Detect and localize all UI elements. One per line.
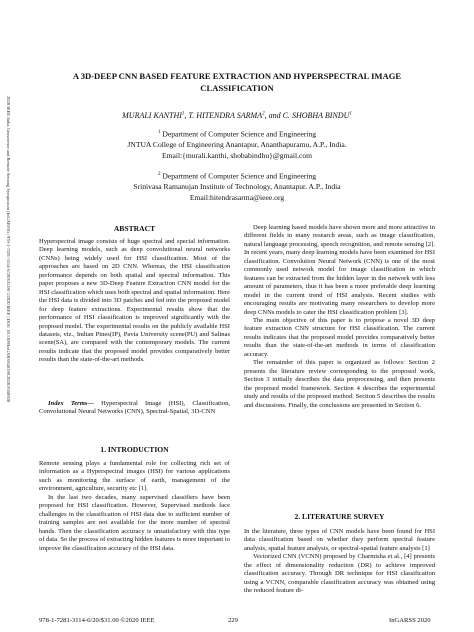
affil-2-email: Email:hitendrasarma@ieee.org xyxy=(189,192,285,202)
author-1-sup: 1 xyxy=(181,111,185,117)
author-1: MURALI KANTHI xyxy=(122,111,182,120)
affil-2-institution: Srinivasa Ramanujan Institute of Technology, Anantapur. A.P., India xyxy=(133,182,341,192)
footer-page-number: 229 xyxy=(228,617,238,624)
sidebar-citation xyxy=(1,96,11,616)
footer-copyright: 978-1-7281-3114-6/20/$31.00 ©2020 IEEE xyxy=(39,617,155,624)
footer-conference: InGARSS 2020 xyxy=(389,617,431,624)
index-terms xyxy=(39,400,230,417)
abstract-text: Hyperspectral image consists of huge spectral and special information. Deep learning models, such as deep convolutional neural networks (CNNs) being widely used for HSI classification. Most of the approaches are based on 2D CNN. Whereas, the HSI classification performance depends on both spatial and spectral information. This paper proposes a new 3D-Deep Feature Extraction CNN model for the HSI classification which uses both spectral and spatial information. Here the HSI data is divided into 3D patches and fed into the proposed model for deep feature extractions. Experimental results show that the performance of HSI classification is improved significantly with the proposed model. The experimental results on the publicly available HSI datasets, viz., Indian Pines(IP), Pavia University scene(PU) and Salinas scene(SA), are compared with the contemporary models. The current results indicate that the proposed model provides comparatively better results than the state-of-the-art methods. xyxy=(39,238,230,364)
affil-1-email: Email:{murali.kanthi, shobabindhu}@gmail.com xyxy=(161,150,313,160)
affil-1-sup: 1 xyxy=(157,130,161,135)
literature-heading: 2. LITERATURE SURVEY xyxy=(294,512,385,521)
intro-paragraph-2: In the last two decades, many supervised classifiers have been proposed for HSI classification. However, Supervised methods face challenges in the classification of HSI data due to sufficient number of training samples are not available for the more number of spectral bands. Then the classification accuracy is unsatisfactory with this type of data. So the process of extracting hidden features is more important to improve the classification accuracy of the HSI data. xyxy=(39,493,230,552)
lit-paragraph-1: In the literature, three types of CNN models have been found for HSI data classification based on whether they perform spectral feature analysis, spatial feature analysis, or spectral-spatial feature analysis [1] xyxy=(244,528,435,552)
introduction-heading: 1. INTRODUCTION xyxy=(100,445,169,454)
paper-title xyxy=(40,70,434,94)
right-paragraph-1: Deep learning based models have shown more and more attractive in different fields in many research areas, such as image classification, natural language processing, speech recognition, and remote sensing [2]. In recent years, many deep learning models have been examined for HSI classification. Convolution Neural Network (CNN) is one of the most commonly used network model for image classification in which features can be extracted from the hidden layer in the network with less amount of parameters, thus it has been a more preferable deep learning model in the current trend of HSI analysis. Recent studies with encouraging results are motivating many researchers to develop more deep CNNs models to cater the HSI classification problem [3]. xyxy=(244,224,435,316)
abstract-heading: ABSTRACT xyxy=(113,224,156,233)
author-2-sup: 2 xyxy=(262,111,265,117)
abstract-body xyxy=(39,238,230,365)
literature-body xyxy=(244,528,435,596)
sidebar-citation-text: 2020 IEEE India Geoscience and Remote Sensing Symposium (InGARSS) | 978-1-7281-3114-6/20/$31.00 ©2020 IEEE | DOI: 10.1109/InGARSS48198.2020.9358920 xyxy=(6,96,11,403)
affil-2-sup: 2 xyxy=(157,172,161,177)
author-3-sup: 1 xyxy=(349,111,352,117)
affiliation-1 xyxy=(60,128,414,161)
intro-paragraph-1: Remote sensing plays a fundamental role for collecting rich set of information as a Hyperspectral images (HSI) for various applications such as monitoring the surface of earth, management of the environment, agriculture, security etc [1]. xyxy=(39,460,230,493)
index-terms-text: Hyperspectral Image (HSI), Classification, Convolutional Neural Networks (CNN), Spectral-Spatial, 3D-CNN xyxy=(39,400,230,416)
affil-2-dept: Department of Computer Science and Engineering xyxy=(160,171,317,181)
affiliation-2 xyxy=(60,170,414,203)
introduction-body xyxy=(39,460,230,553)
right-paragraph-2: The main objective of this paper is to propose a novel 3D deep feature extraction CNN structure for HSI classification. The current results indicates that the proposed model provides comparatively better results than the state-of-the-art methods in terms of classification accuracy. xyxy=(244,316,435,358)
affil-1-institution: JNTUA College of Engineering Anantapur, Ananthapuramu, A.P., India. xyxy=(127,140,347,150)
index-terms-label: Index Terms— xyxy=(48,400,94,407)
right-paragraph-3: The remainder of this paper is organized as follows: Section 2 presents the literature review corresponding to the proposed work, Section 3 initially describes the data preprocessing, and then presents the proposed model framework. Section 4 describes the experimental study and results of the proposed method. Section 5 describes the results and discussions. Finally, the conclusions are presented in Section 6. xyxy=(244,359,435,409)
title-line-2: CLASSIFICATION xyxy=(200,83,274,93)
title-line-1: A 3D-DEEP CNN BASED FEATURE EXTRACTION AND HYPERSPECTRAL IMAGE xyxy=(72,71,402,81)
authors xyxy=(40,111,434,120)
author-3: , and C. SHOBHA BINDU xyxy=(264,111,350,120)
lit-paragraph-2: Vectorized CNN (VCNN) proposed by Charmisha et al., [4] presents the effect of dimensionality reduction (DR) to achieve improved classification accuracy. Through DR technique for HSI classification using a VCNN, comparable classification accuracy was obtained using the reduced feature di- xyxy=(244,553,435,595)
intro-continued-body xyxy=(244,224,435,410)
author-2: , T. HITENDRA SARMA xyxy=(184,111,263,120)
affil-1-dept: Department of Computer Science and Engineering xyxy=(160,129,317,139)
